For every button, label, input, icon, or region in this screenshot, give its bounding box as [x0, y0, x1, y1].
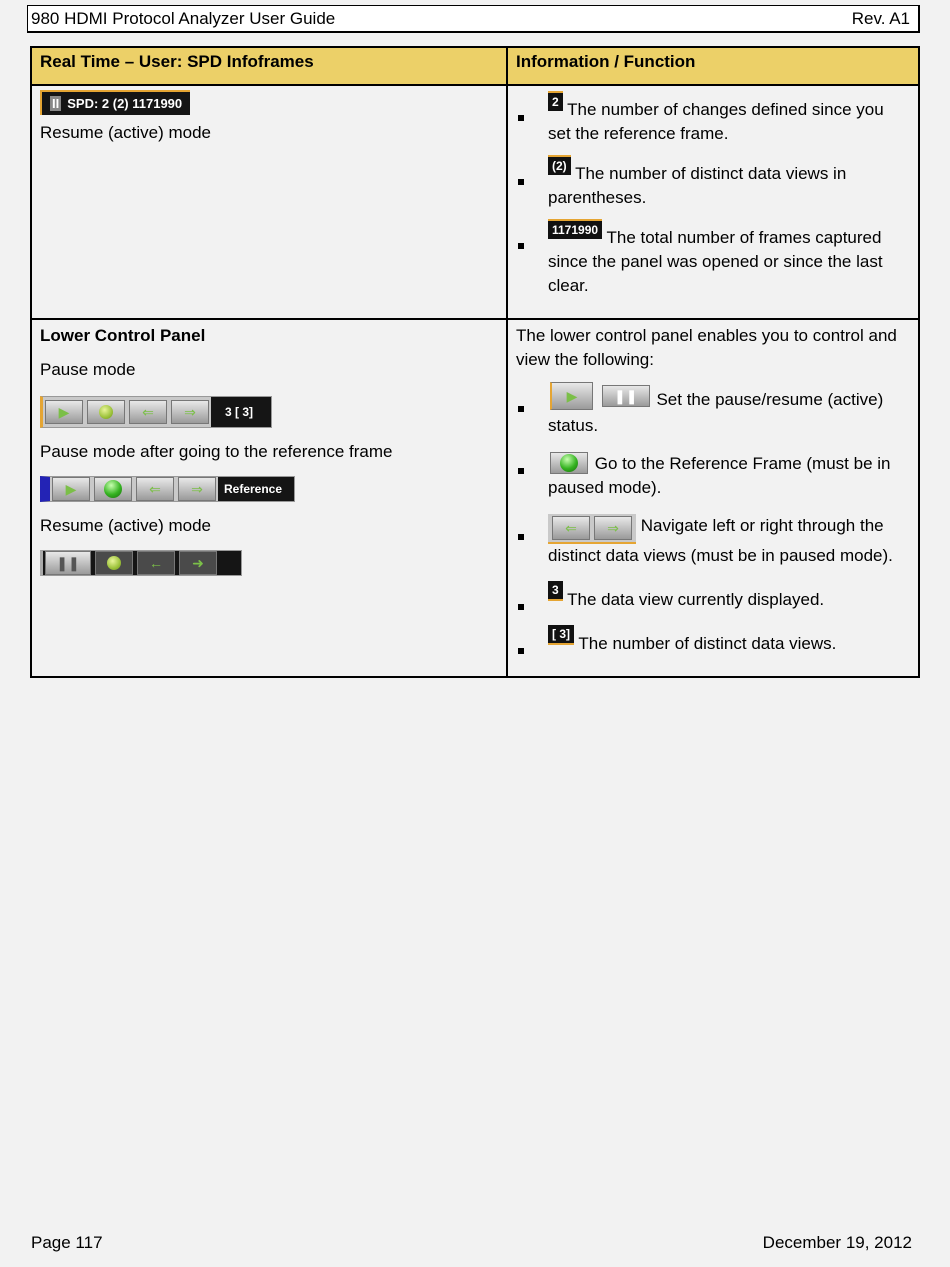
right-arrow-icon: ➜: [179, 551, 217, 575]
doc-title: 980 HDMI Protocol Analyzer User Guide: [31, 9, 336, 28]
current-view-badge: 3: [548, 581, 563, 601]
list-item: [ 3] The number of distinct data views.: [516, 632, 910, 656]
row1-list: [516, 95, 910, 298]
pause-icon: ❚❚: [602, 385, 650, 407]
row1-right: [507, 85, 919, 319]
list-item: ⇐ ⇒ Navigate left or right through the distinct data views (must be in paused mode).: [516, 514, 910, 568]
play-icon: ▶: [52, 477, 90, 501]
doc-date: December 19, 2012: [762, 1233, 912, 1252]
right-arrow-icon: ⇒: [594, 516, 632, 540]
resume-mode-label: Resume (active) mode: [40, 516, 212, 535]
change-count-badge: 2: [548, 91, 563, 111]
list-item: 1171990 The total number of frames captured since the panel was opened or since the last clear.: [516, 226, 910, 298]
page-header: [27, 5, 920, 33]
distinct-views-count-badge: [ 3]: [548, 625, 574, 645]
spd-status-bar: [40, 90, 190, 115]
col-header-info: Information / Function: [507, 47, 919, 85]
row2-left: [31, 319, 507, 677]
frame-count-badge: 1171990: [548, 219, 602, 239]
list-item: 3 The data view currently displayed.: [516, 588, 910, 612]
reference-icon: [550, 452, 588, 474]
left-arrow-icon: ⇐: [129, 400, 167, 424]
pause-icon: II: [52, 96, 60, 111]
distinct-views-badge: (2): [548, 155, 571, 175]
pause-ref-label: Pause mode after going to the reference frame: [40, 442, 393, 461]
reference-icon: [94, 477, 132, 501]
row2-right: [507, 319, 919, 677]
revision: Rev. A1: [851, 9, 910, 28]
right-arrow-icon: ⇒: [178, 477, 216, 501]
left-arrow-icon: ←: [137, 551, 175, 575]
list-item: Go to the Reference Frame (must be in paused mode).: [516, 452, 910, 500]
right-arrow-icon: ⇒: [171, 400, 209, 424]
row1-left: [31, 85, 507, 319]
resume-toolbar: [40, 550, 242, 576]
row2-list: [516, 386, 910, 656]
play-icon: ▶: [550, 382, 593, 410]
list-item: (2) The number of distinct data views in parentheses.: [516, 162, 910, 210]
reference-icon: [87, 400, 125, 424]
play-icon: ▶: [45, 400, 83, 424]
pause-mode-toolbar: [40, 396, 272, 428]
pause-counter: 3 [ 3]: [211, 397, 271, 427]
page-number: Page 117: [31, 1233, 103, 1252]
row1-caption: Resume (active) mode: [40, 123, 212, 142]
reference-icon: [95, 551, 133, 575]
left-arrow-icon: ⇐: [552, 516, 590, 540]
pause-mode-label: Pause mode: [40, 360, 136, 379]
col-header-realtime: Real Time – User: SPD Infoframes: [31, 47, 507, 85]
pause-icon: ❚❚: [45, 551, 91, 575]
lower-panel-intro: The lower control panel enables you to control and view the following:: [516, 326, 897, 369]
spd-infoframes-table: [30, 46, 920, 678]
list-item: 2 The number of changes defined since you set the reference frame.: [516, 98, 910, 146]
spd-status-label: SPD: 2 (2) 1171990: [67, 96, 183, 111]
reference-label: Reference: [218, 477, 294, 501]
reference-toolbar: [40, 476, 295, 502]
left-arrow-icon: ⇐: [136, 477, 174, 501]
list-item: ▶ ❚❚ Set the pause/resume (active) status.: [516, 386, 910, 438]
lower-panel-title: Lower Control Panel: [40, 326, 206, 345]
